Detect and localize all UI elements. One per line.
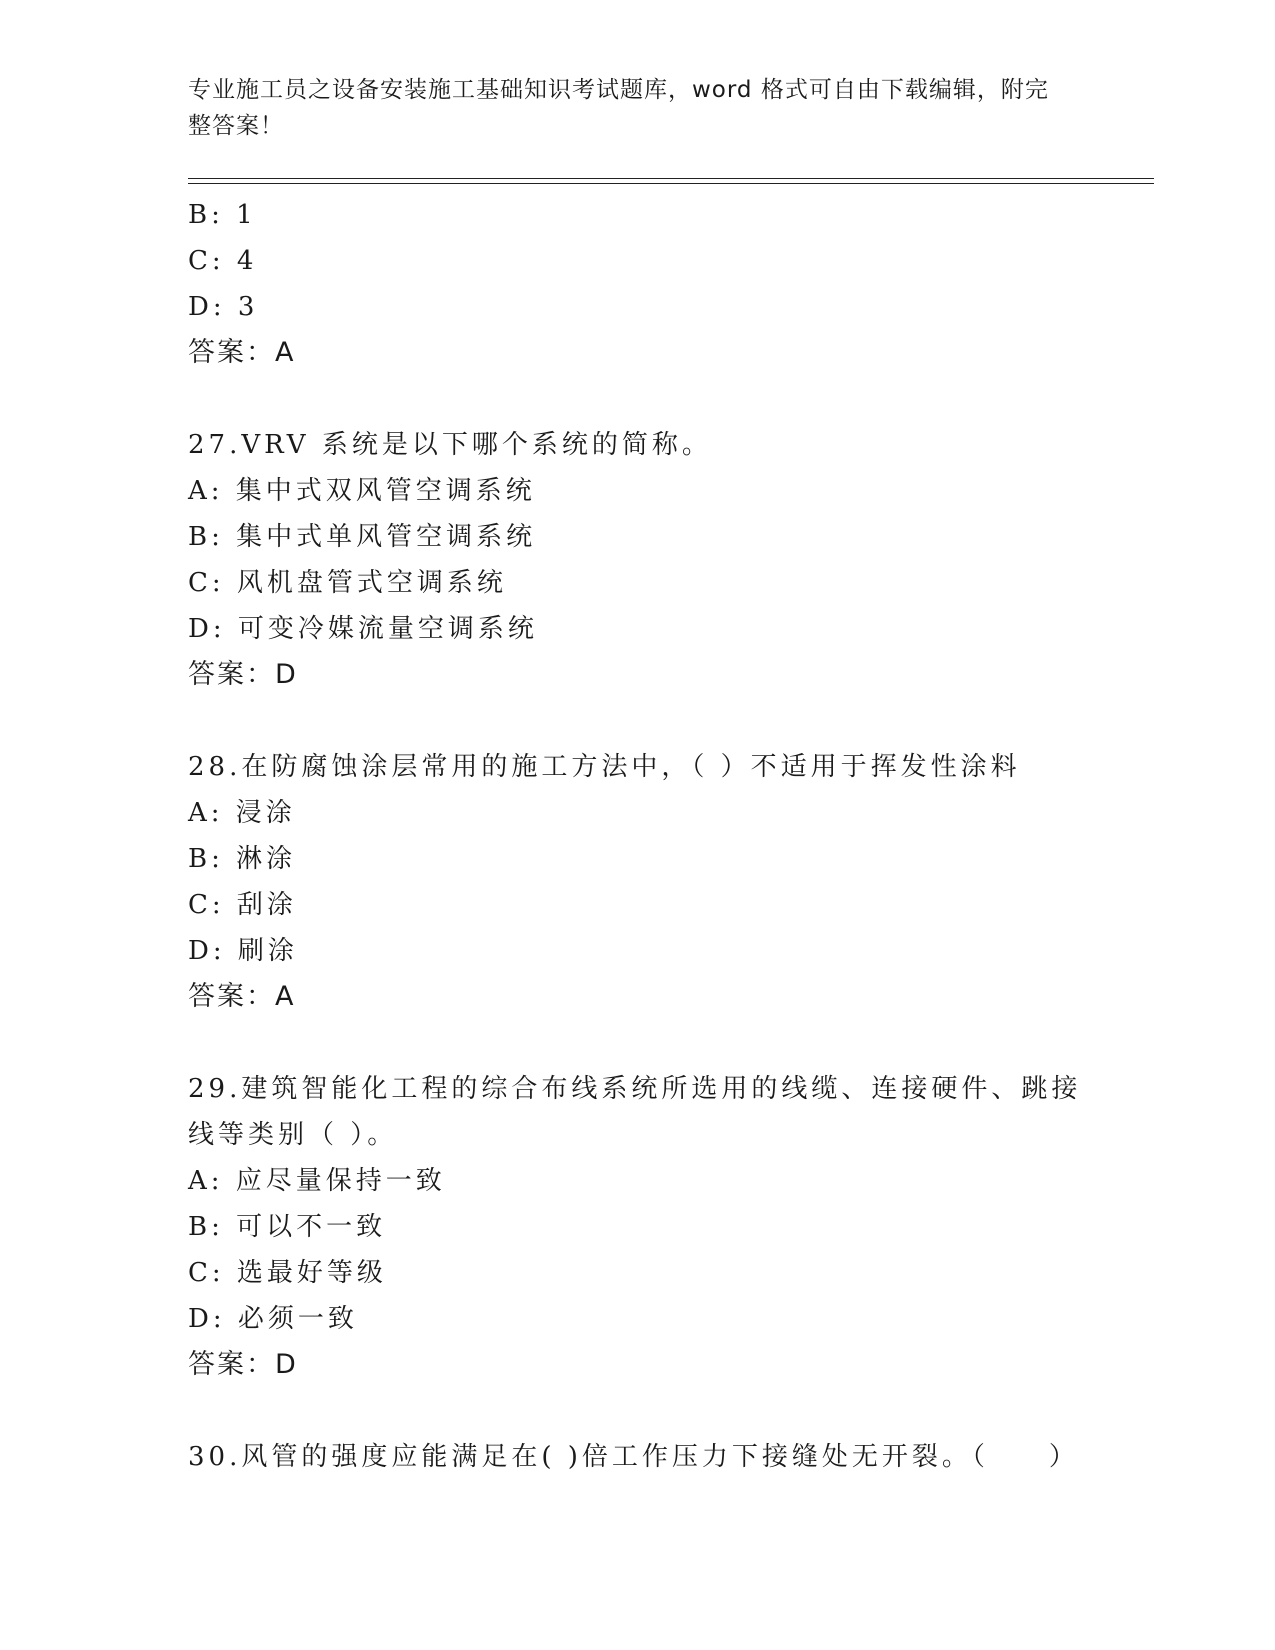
question-text: 28.在防腐蚀涂层常用的施工方法中，（ ）不适用于挥发性涂料 (188, 752, 1021, 782)
prev-question-tail (188, 192, 1088, 376)
question-27 (188, 422, 1088, 698)
option-d: D: 必须一致 (188, 1304, 358, 1334)
option-a: A: 应尽量保持一致 (188, 1166, 446, 1196)
header-title: 专业施工员之设备安装施工基础知识考试题库，word 格式可自由下载编辑，附完整答案！ (188, 77, 1049, 139)
option-c: C: 刮涂 (188, 890, 297, 920)
answer-line: 答案：A (188, 981, 296, 1012)
option-b: B: 1 (188, 200, 257, 230)
option-b: B: 淋涂 (188, 844, 297, 874)
option-b: B: 集中式单风管空调系统 (188, 522, 537, 552)
option-c: C: 4 (188, 246, 258, 276)
option-d: D: 可变冷媒流量空调系统 (188, 614, 538, 644)
spacer (188, 698, 1088, 744)
option-a: A: 集中式双风管空调系统 (188, 476, 536, 506)
answer-line: 答案：D (188, 659, 298, 690)
question-text: 30.风管的强度应能满足在( )倍工作压力下接缝处无开裂。（ ） (188, 1442, 1079, 1472)
spacer (188, 1020, 1088, 1066)
question-list (188, 192, 1088, 1480)
document-header (188, 72, 1068, 144)
question-30 (188, 1434, 1088, 1480)
spacer (188, 1388, 1088, 1434)
option-a: A: 浸涂 (188, 798, 296, 828)
option-d: D: 3 (188, 292, 259, 322)
question-text: 29.建筑智能化工程的综合布线系统所选用的线缆、连接硬件、跳接线等类别（ ）。 (188, 1074, 1082, 1150)
header-rule-top (188, 178, 1154, 179)
option-d: D: 刷涂 (188, 936, 298, 966)
option-c: C: 风机盘管式空调系统 (188, 568, 507, 598)
answer-line: 答案：D (188, 1349, 298, 1380)
question-28 (188, 744, 1088, 1020)
question-29 (188, 1066, 1088, 1388)
answer-line: 答案：A (188, 337, 296, 368)
option-b: B: 可以不一致 (188, 1212, 387, 1242)
spacer (188, 376, 1088, 422)
question-text: 27.VRV 系统是以下哪个系统的简称。 (188, 430, 712, 460)
option-c: C: 选最好等级 (188, 1258, 387, 1288)
header-rule-bottom (188, 183, 1154, 184)
